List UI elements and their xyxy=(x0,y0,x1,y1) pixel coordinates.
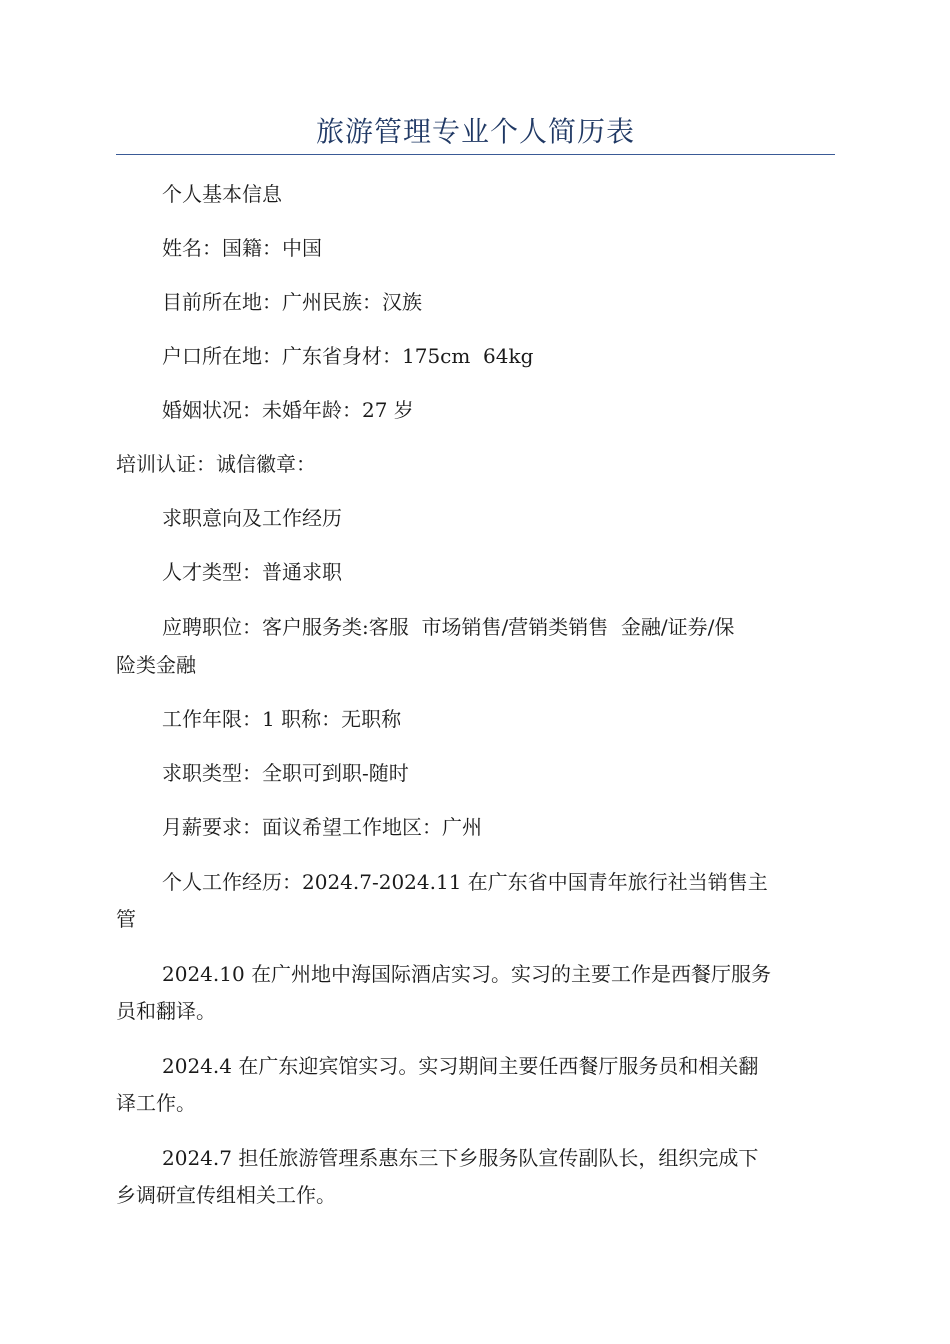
info-line-salary-area: 月薪要求：面议希望工作地区：广州 xyxy=(162,815,482,839)
info-line-positions: 应聘职位：客户服务类:客服 市场销售/营销类销售 金融/证券/保 xyxy=(162,615,735,639)
experience-line-4-cont: 乡调研宣传组相关工作。 xyxy=(116,1183,336,1207)
section-heading-basic-info: 个人基本信息 xyxy=(162,182,282,206)
info-line-years-title: 工作年限：1 职称：无职称 xyxy=(162,707,402,731)
experience-line-1-cont: 管 xyxy=(116,907,136,931)
info-line-marital-age: 婚姻状况：未婚年龄：27 岁 xyxy=(162,398,414,422)
experience-line-2: 2024.10 在广州地中海国际酒店实习。实习的主要工作是西餐厅服务 xyxy=(162,962,772,986)
info-line-name-nationality: 姓名：国籍：中国 xyxy=(162,236,322,260)
info-line-job-type: 求职类型：全职可到职-随时 xyxy=(162,761,409,785)
info-line-location-ethnicity: 目前所在地：广州民族：汉族 xyxy=(162,290,422,314)
section-heading-job-intent: 求职意向及工作经历 xyxy=(162,506,342,530)
title-underline xyxy=(116,154,835,155)
experience-line-3: 2024.4 在广东迎宾馆实习。实习期间主要任西餐厅服务员和相关翻 xyxy=(162,1054,759,1078)
experience-line-1: 个人工作经历：2024.7-2024.11 在广东省中国青年旅行社当销售主 xyxy=(162,870,768,894)
experience-line-2-cont: 员和翻译。 xyxy=(116,999,216,1023)
info-line-positions-cont: 险类金融 xyxy=(116,653,196,677)
document-title: 旅游管理专业个人简历表 xyxy=(315,115,635,148)
experience-line-4: 2024.7 担任旅游管理系惠东三下乡服务队宣传副队长，组织完成下 xyxy=(162,1146,759,1170)
info-line-hukou-body: 户口所在地：广东省身材：175cm 64kg xyxy=(162,344,534,368)
info-line-talent-type: 人才类型：普通求职 xyxy=(162,560,342,584)
experience-line-3-cont: 译工作。 xyxy=(116,1091,196,1115)
info-line-certification: 培训认证：诚信徽章： xyxy=(116,452,316,476)
